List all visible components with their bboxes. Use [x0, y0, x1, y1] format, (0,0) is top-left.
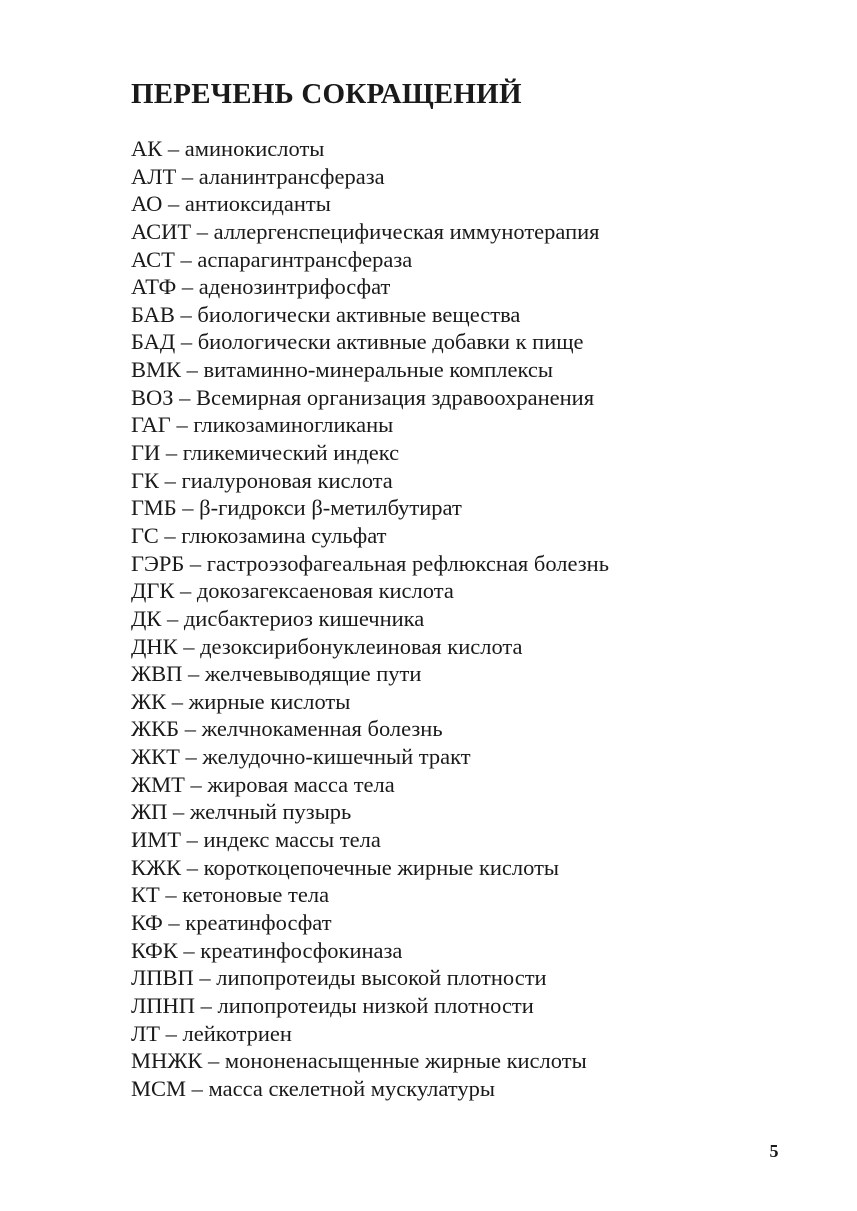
abbreviation-entry: ЖВП – желчевыводящие пути	[131, 661, 422, 687]
abbreviation-entry: БАВ – биологически активные вещества	[131, 301, 521, 327]
abbreviation-entry: МНЖК – мононенасыщенные жирные кислоты	[131, 1048, 587, 1074]
abbreviation-entry: ДК – дисбактериоз кишечника	[131, 605, 425, 631]
abbreviation-entry: ВМК – витаминно-минеральные комплексы	[131, 357, 553, 383]
abbreviation-entry: ГМБ – β-гидрокси β-метилбутират	[131, 495, 462, 521]
page-number: 5	[769, 1141, 779, 1161]
abbreviation-entry: ЖК – жирные кислоты	[131, 688, 351, 714]
abbreviation-entry: ЖМТ – жировая масса тела	[131, 771, 395, 797]
abbreviation-entry: ЖП – желчный пузырь	[131, 799, 352, 825]
abbreviation-entry: ГЭРБ – гастроэзофагеальная рефлюксная болезнь	[131, 550, 609, 576]
abbreviation-entry: ДНК – дезоксирибонуклеиновая кислота	[131, 633, 523, 659]
abbreviation-entry: АТФ – аденозинтрифосфат	[131, 274, 391, 300]
abbreviation-entry: КЖК – короткоцепочечные жирные кислоты	[131, 854, 560, 880]
abbreviation-entry: ЖКТ – желудочно-кишечный тракт	[131, 744, 471, 770]
abbreviation-entry: ГС – глюкозамина сульфат	[131, 522, 387, 548]
abbreviation-entry: ДГК – докозагексаеновая кислота	[131, 578, 454, 604]
abbreviation-entry: АСИТ – аллергенспецифическая иммунотерапия	[131, 218, 600, 244]
abbreviation-entry: КТ – кетоновые тела	[131, 882, 330, 908]
abbreviation-entry: ЛТ – лейкотриен	[131, 1020, 292, 1046]
abbreviation-entry: ВОЗ – Всемирная организация здравоохранения	[131, 384, 595, 410]
abbreviation-entry: ГК – гиалуроновая кислота	[131, 467, 393, 493]
abbreviation-entry: АСТ – аспарагинтрансфераза	[131, 246, 413, 272]
abbreviation-list	[131, 135, 609, 1102]
abbreviation-entry: АО – антиоксиданты	[131, 191, 331, 217]
abbreviation-entry: ГИ – гликемический индекс	[131, 440, 400, 466]
abbreviation-entry: АЛТ – аланинтрансфераза	[131, 163, 385, 189]
abbreviation-entry: КФК – креатинфосфокиназа	[131, 937, 403, 963]
abbreviation-entry: ИМТ – индекс массы тела	[131, 827, 381, 853]
abbreviation-entry: ЛПВП – липопротеиды высокой плотности	[131, 965, 547, 991]
abbreviation-entry: ГАГ – гликозаминогликаны	[131, 412, 394, 438]
abbreviation-entry: КФ – креатинфосфат	[131, 909, 332, 935]
page-title: ПЕРЕЧЕНЬ СОКРАЩЕНИЙ	[131, 78, 522, 110]
abbreviation-entry: МСМ – масса скелетной мускулатуры	[131, 1075, 495, 1101]
abbreviation-entry: ЛПНП – липопротеиды низкой плотности	[131, 992, 534, 1018]
abbreviation-entry: БАД – биологически активные добавки к пище	[131, 329, 584, 355]
abbreviation-entry: АК – аминокислоты	[131, 136, 325, 161]
abbreviation-entry: ЖКБ – желчнокаменная болезнь	[131, 716, 443, 742]
